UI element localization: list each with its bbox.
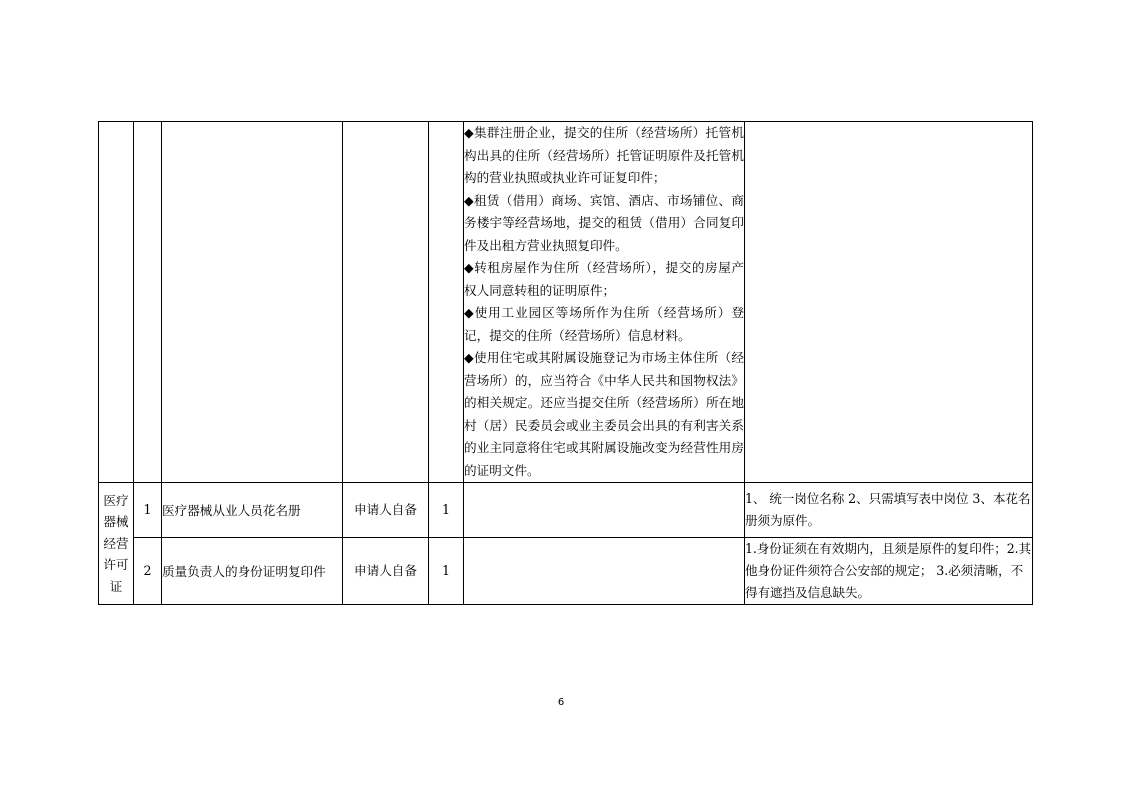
- page-number: 6: [557, 697, 565, 708]
- material-requirement: [464, 538, 745, 605]
- material-requirement: [464, 483, 745, 538]
- number-cell-empty: [134, 122, 162, 483]
- requirements-cell: [464, 122, 745, 483]
- name-cell-empty: [162, 122, 343, 483]
- category-cell: [99, 483, 134, 605]
- requirement-item: ◆租赁（借用）商场、宾馆、酒店、市场铺位、商务楼宇等经营场地，提交的租赁（借用）合同复印件及出租方营业执照复印件。: [464, 192, 744, 253]
- table-row-continued: [99, 122, 1033, 483]
- requirement-item: ◆集群注册企业，提交的住所（经营场所）托管机构出具的住所（经营场所）托管证明原件及托管机构的营业执照或执业许可证复印件；: [464, 125, 744, 185]
- material-source: 申请人自备: [343, 483, 429, 538]
- material-note: 1.身份证须在有效期内，且须是原件的复印件；2.其他身份证件须符合公安部的规定； 3.必须清晰，不得有遮挡及信息缺失。: [745, 538, 1033, 605]
- requirement-item: ◆使用住宅或其附属设施登记为市场主体住所（经营场所）的，应当符合《中华人民共和国物权法》的相关规定。还应当提交住所（经营场所）所在地村（居）民委员会或业主委员会出具的有利害关系的业主同意将住宅或其附属设施改变为经营性用房的证明文件。: [464, 350, 744, 478]
- category-label: 医疗器械经营许可证: [103, 492, 129, 594]
- table-row: [99, 483, 1033, 538]
- material-copies: 1: [429, 538, 464, 605]
- materials-table: [98, 121, 1033, 605]
- source-cell-empty: [343, 122, 429, 483]
- material-source: 申请人自备: [343, 538, 429, 605]
- table-row: [99, 538, 1033, 605]
- material-name: 医疗器械从业人员花名册: [162, 483, 343, 538]
- category-cell-empty: [99, 122, 134, 483]
- requirement-item: ◆转租房屋作为住所（经营场所），提交的房屋产权人同意转租的证明原件；: [464, 260, 744, 298]
- material-copies: 1: [429, 483, 464, 538]
- material-name: 质量负责人的身份证明复印件: [162, 538, 343, 605]
- note-cell-empty: [745, 122, 1033, 483]
- copies-cell-empty: [429, 122, 464, 483]
- row-number: 1: [134, 483, 162, 538]
- row-number: 2: [134, 538, 162, 605]
- material-note: 1、 统一岗位名称 2、只需填写表中岗位 3、本花名册须为原件。: [745, 483, 1033, 538]
- requirement-item: ◆使用工业园区等场所作为住所（经营场所）登记，提交的住所（经营场所）信息材料。: [464, 305, 744, 343]
